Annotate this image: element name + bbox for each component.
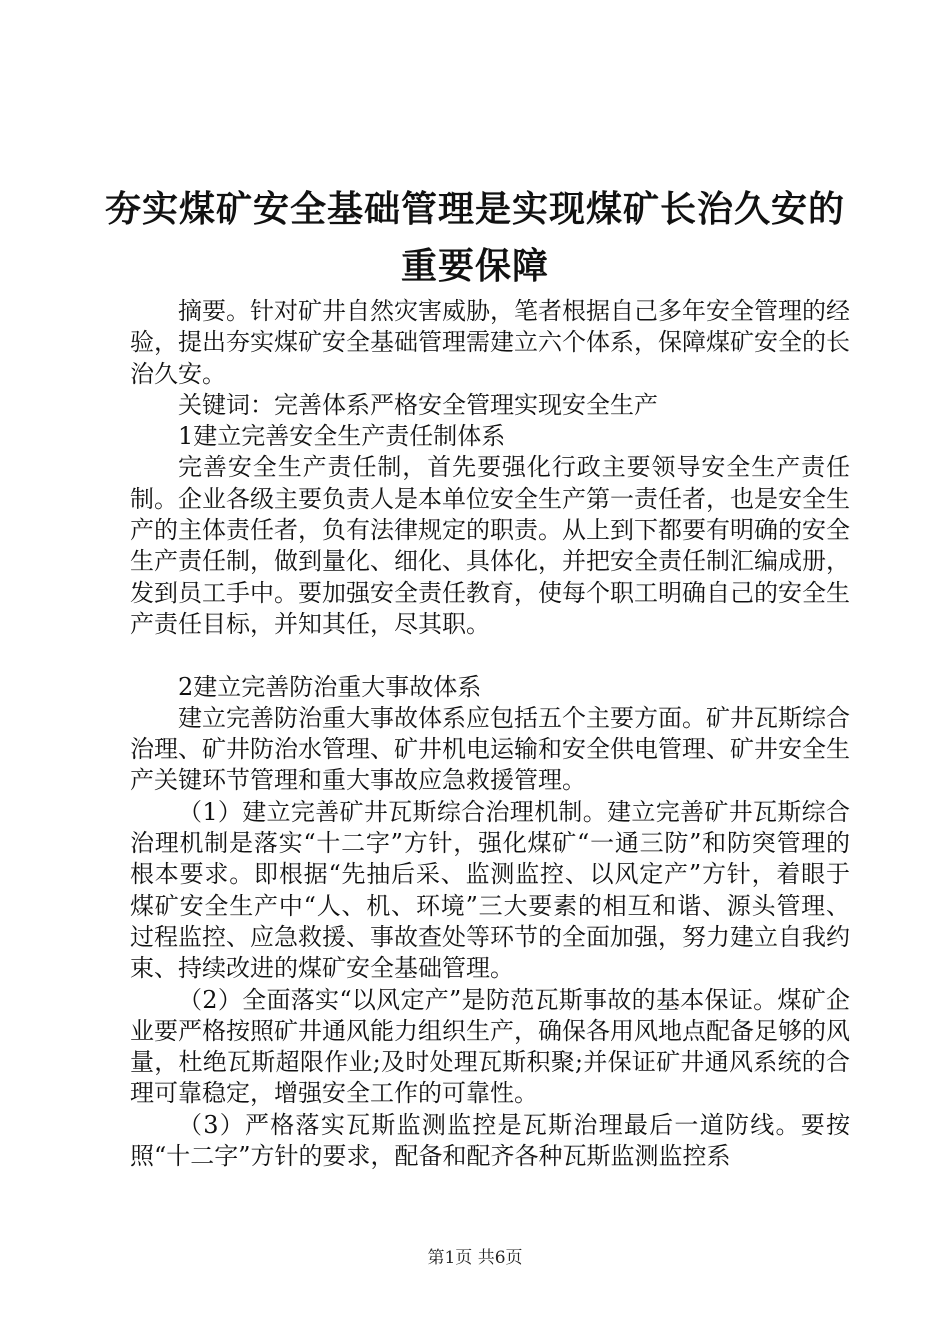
document-body bbox=[130, 296, 850, 1172]
paragraph-spacer bbox=[130, 640, 850, 671]
section-2-item-2: （2）全面落实“以风定产”是防范瓦斯事故的基本保证。煤矿企业要严格按照矿井通风能力组织生产，确保各用风地点配备足够的风量，杜绝瓦斯超限作业;及时处理瓦斯积聚;并保证矿井通风系统的合理可靠稳定，增强安全工作的可靠性。 bbox=[130, 985, 850, 1108]
section-1-heading: 1建立完善安全生产责任制体系 bbox=[178, 422, 506, 451]
section-2-paragraph: 建立完善防治重大事故体系应包括五个主要方面。矿井瓦斯综合治理、矿井防治水管理、矿井机电运输和安全供电管理、矿井安全生产关键环节管理和重大事故应急救援管理。 bbox=[130, 703, 850, 795]
keywords-line: 关键词：完善体系严格安全管理实现安全生产 bbox=[178, 390, 658, 419]
abstract-paragraph: 摘要。针对矿井自然灾害威胁，笔者根据自己多年安全管理的经验，提出夯实煤矿安全基础管理需建立六个体系，保障煤矿安全的长治久安。 bbox=[130, 297, 850, 388]
page-footer: 第1页 共6页 bbox=[427, 1248, 523, 1268]
section-2-item-3: （3）严格落实瓦斯监测监控是瓦斯治理最后一道防线。要按照“十二字”方针的要求，配备和配齐各种瓦斯监测监控系 bbox=[130, 1110, 850, 1171]
section-2-item-1: （1）建立完善矿井瓦斯综合治理机制。建立完善矿井瓦斯综合治理机制是落实“十二字”方针，强化煤矿“一通三防”和防突管理的根本要求。即根据“先抽后采、监测监控、以风定产”方针，着眼于煤矿安全生产中“人、机、环境”三大要素的相互和谐、源头管理、过程监控、应急救援、事故查处等环节的全面加强，努力建立自我约束、持续改进的煤矿安全基础管理。 bbox=[130, 797, 850, 983]
section-2-heading: 2建立完善防治重大事故体系 bbox=[178, 672, 482, 701]
section-1-paragraph: 完善安全生产责任制，首先要强化行政主要领导安全生产责任制。企业各级主要负责人是本单位安全生产第一责任者，也是安全生产的主体责任者，负有法律规定的职责。从上到下都要有明确的安全生产责任制，做到量化、细化、具体化，并把安全责任制汇编成册，发到员工手中。要加强安全责任教育，使每个职工明确自己的安全生产责任目标，并知其任，尽其职。 bbox=[130, 453, 850, 638]
document-title-line-1: 夯实煤矿安全基础管理是实现煤矿长治久安的 bbox=[104, 189, 845, 230]
document-title-line-2: 重要保障 bbox=[400, 246, 549, 287]
